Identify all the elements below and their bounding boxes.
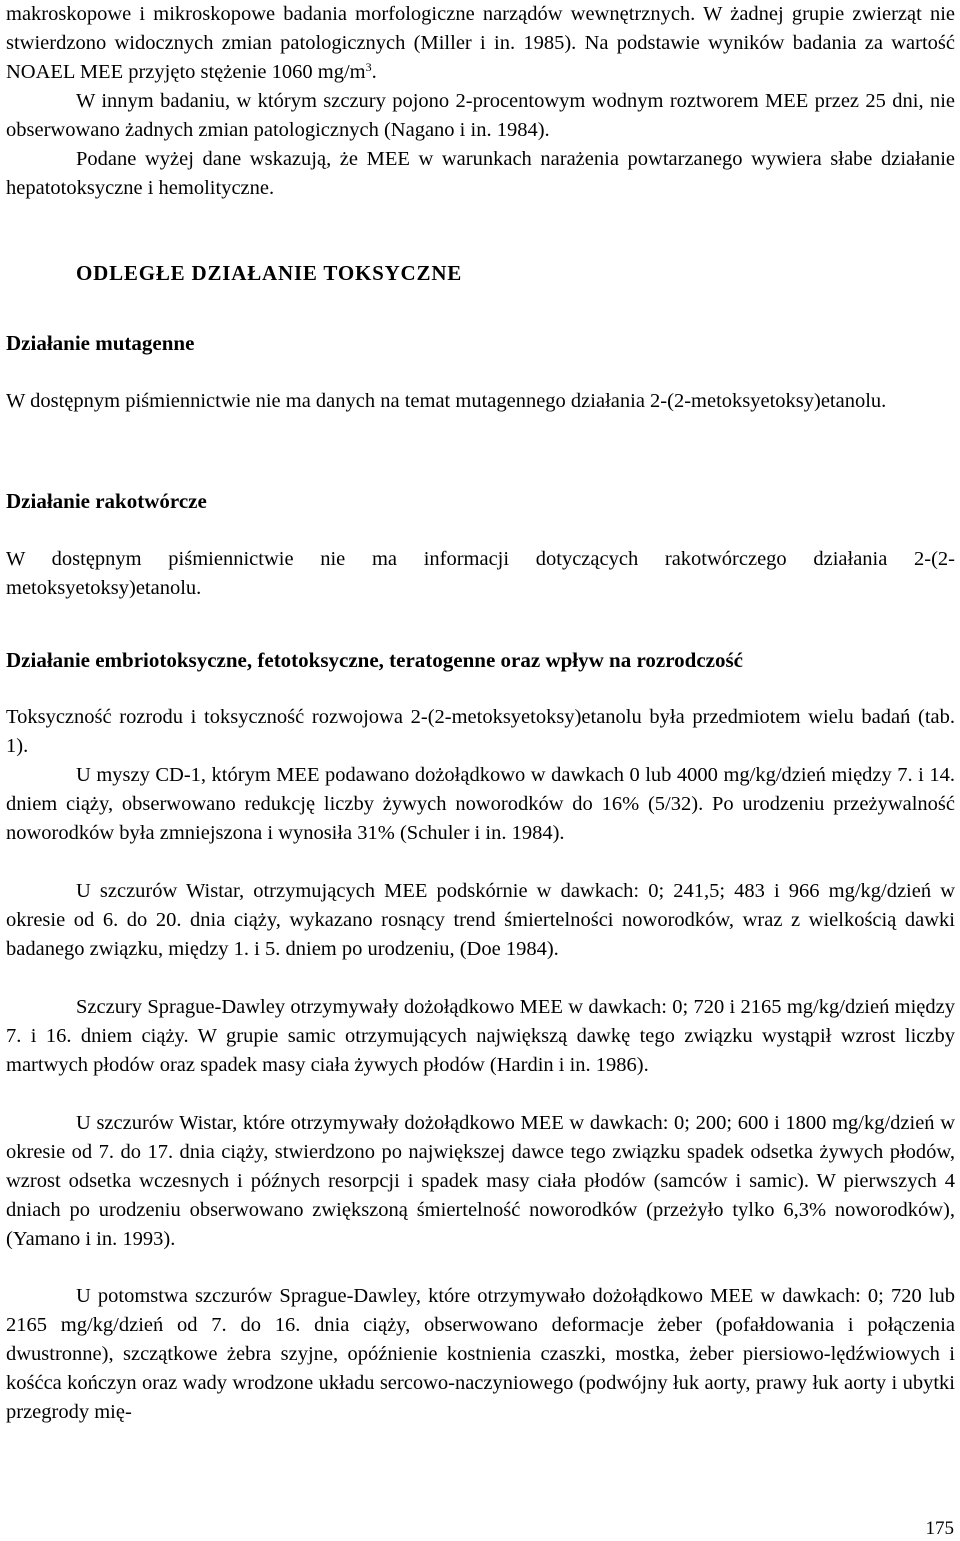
reproductive-paragraph-3: U szczurów Wistar, otrzymujących MEE podskórnie w dawkach: 0; 241,5; 483 i 966 mg/kg/dzień w okresie od 6. do 20. dnia ciąży, wykazano rosnący trend śmiertelności noworodków, wraz z wielkością dawki badanego związku, między 1. i 5. dniem po urodzeniu, (Doe 1984). — [6, 880, 955, 960]
intro-paragraph-1-end: . — [371, 61, 377, 83]
intro-paragraph-1 — [6, 0, 955, 87]
mutagenic-paragraph: W dostępnym piśmiennictwie nie ma danych na temat mutagennego działania 2-(2-metoksyetoksy)etanolu. — [6, 390, 887, 412]
page-number: 175 — [925, 1518, 954, 1539]
carcinogenic-paragraph: W dostępnym piśmiennictwie nie ma informacji dotyczących rakotwórczego działania 2-(2-metoksyetoksy)etanolu. — [6, 548, 955, 599]
heading-reproductive-toxicity: Działanie embriotoksyczne, fetotoksyczne, teratogenne oraz wpływ na rozrodczość — [6, 648, 743, 672]
intro-paragraph-2: W innym badaniu, w którym szczury pojono 2-procentowym wodnym roztworem MEE przez 25 dni, nie obserwowano żadnych zmian patologicznych (Nagano i in. 1984). — [6, 90, 955, 141]
reproductive-paragraph-4: Szczury Sprague-Dawley otrzymywały dożołądkowo MEE w dawkach: 0; 720 i 2165 mg/kg/dzień między 7. i 16. dniem ciąży. W grupie samic otrzymujących największą dawkę tego związku wystąpił wzrost liczby martwych płodów oraz spadek masy ciała żywych płodów (Hardin i in. 1986). — [6, 996, 955, 1076]
reproductive-paragraph-1: Toksyczność rozrodu i toksyczność rozwojowa 2-(2-metoksyetoksy)etanolu była przedmiotem wielu badań (tab. 1). — [6, 706, 955, 757]
intro-paragraph-3: Podane wyżej dane wskazują, że MEE w warunkach narażenia powtarzanego wywiera słabe działanie hepatotoksyczne i hemolityczne. — [6, 148, 955, 199]
superscript-cubic: 3 — [365, 60, 372, 74]
reproductive-paragraph-6: U potomstwa szczurów Sprague-Dawley, które otrzymywało dożołądkowo MEE w dawkach: 0; 720 lub 2165 mg/kg/dzień od 7. do 16. dnia ciąży, obserwowano deformacje żeber (pofałdowania i połączenia dwustronne), szczątkowe żebra szyjne, opóźnienie kostnienia czaszki, mostka, żeber piersiowo-lędźwiowych i kośćca kończyn oraz wady wrodzone układu sercowo-naczyniowego (podwójny łuk aorty, prawy łuk aorty i ubytki przegrody mię- — [6, 1285, 955, 1423]
section-title-long-term-toxicity: ODLEGŁE DZIAŁANIE TOKSYCZNE — [76, 261, 463, 285]
reproductive-paragraph-5: U szczurów Wistar, które otrzymywały dożołądkowo MEE w dawkach: 0; 200; 600 i 1800 mg/kg/dzień w okresie od 7. do 17. dnia ciąży, stwierdzono po największej dawce tego związku spadek odsetka żywych płodów, wzrost odsetka wczesnych i późnych resorpcji i spadek masy ciała płodów (samców i samic). W pierwszych 4 dniach po urodzeniu obserwowano zwiększoną śmiertelność noworodków (przeżyło tylko 6,3% noworodków), (Yamano i in. 1993). — [6, 1112, 955, 1250]
heading-carcinogenic: Działanie rakotwórcze — [6, 489, 207, 513]
heading-mutagenic: Działanie mutagenne — [6, 331, 195, 355]
reproductive-paragraph-2: U myszy CD-1, którym MEE podawano dożołądkowo w dawkach 0 lub 4000 mg/kg/dzień między 7. i 14. dniem ciąży, obserwowano redukcję liczby żywych noworodków do 16% (5/32). Po urodzeniu przeżywalność noworodków była zmniejszona i wynosiła 31% (Schuler i in. 1984). — [6, 764, 955, 844]
intro-paragraph-1-text: makroskopowe i mikroskopowe badania morfologiczne narządów wewnętrznych. W żadnej grupie zwierząt nie stwierdzono widocznych zmian patologicznych (Miller i in. 1985). Na podstawie wyników badania za wartość NOAEL MEE przyjęto stężenie 1060 mg/m — [6, 3, 955, 83]
